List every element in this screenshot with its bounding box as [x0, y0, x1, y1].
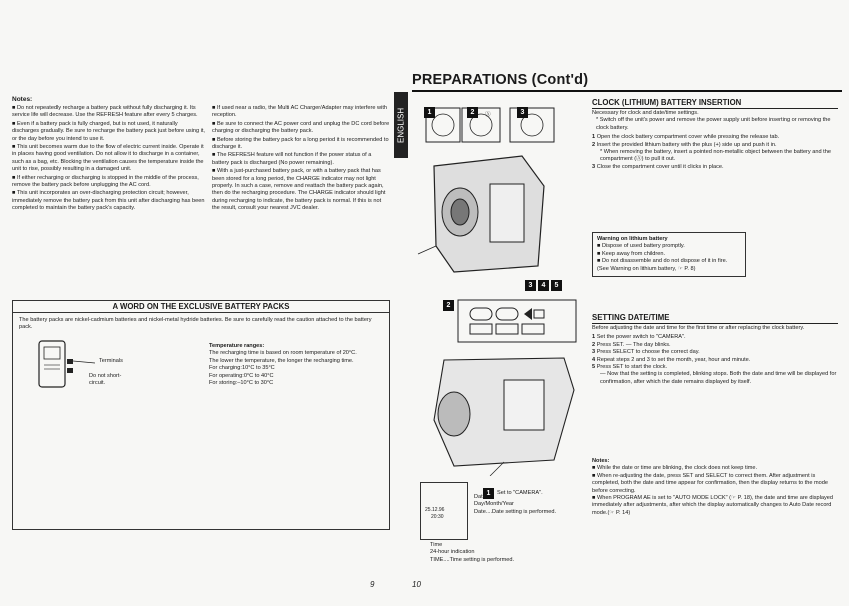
- note-item: ■ This unit incorporates an over-discharging protection circuit; however, immediately remove the battery pack from this unit after discharging has been completed to maintain the battery pack's capacity.: [12, 190, 205, 212]
- time-legend: Time 24-hour indication TIME....Time setting is performed.: [430, 542, 515, 563]
- note-item: ■ Even if a battery pack is fully charged, but is not used, it naturally discharges gradually. Be sure to recharge the battery pack just before using it, or the day before you intend to use it.: [12, 120, 205, 142]
- language-tab: ENGLISH: [394, 92, 408, 158]
- date-step-row: 5 Press SET to start the clock.: [592, 364, 668, 371]
- note-item: ■ Before storing the battery pack for a long period it is recommended to discharge it.: [212, 136, 389, 151]
- warning-line: ■ Do not disassemble and do not dispose of it in fire.: [597, 258, 728, 265]
- note-item: ■ The REFRESH feature will not function if the power status of a battery pack is discharged (No power remaining).: [212, 152, 372, 166]
- clock-step-row: 1 Open the clock battery compartment cover while pressing the release tab.: [592, 134, 780, 141]
- step-label-2: 2: [467, 107, 478, 118]
- temperature-ranges: Temperature ranges: The recharging time is based on room temperature of 20°C. The lower the temperature, the longer the recharging time. For charging:10°C to 35°C For operating:0°C to 40°C For storing:–10°C to 30°C: [209, 343, 357, 387]
- clock-step-row: * When removing the battery, insert a pointed non-metallic object between the battery and the compartment (Ⓐ) to pull it out.: [600, 149, 831, 163]
- date-time-title: SETTING DATE/TIME: [592, 313, 670, 322]
- clock-battery-title: CLOCK (LITHIUM) BATTERY INSERTION: [592, 98, 742, 107]
- date-step-row: 4 Repeat steps 2 and 3 to set the month, year, hour and minute.: [592, 356, 751, 363]
- battery-packs-box: [12, 300, 390, 530]
- battery-box-intro: The battery packs are nickel-cadmium batteries and nickel-metal hydride batteries. Be sure to carefully read the caution attached to the battery pack.: [19, 317, 372, 331]
- date-step-row: 3 Press SELECT to choose the correct day.: [592, 349, 700, 356]
- notes-heading: Notes:: [12, 96, 33, 103]
- clock-step-row: 3 Close the compartment cover until it clicks in place.: [592, 163, 724, 170]
- set-camera-label: Set to "CAMERA".: [497, 490, 543, 496]
- date-note-item: ■ While the date or time are blinking, the clock does not keep time.: [592, 465, 758, 472]
- date-step-row: 2 Press SET. — The day blinks.: [592, 341, 671, 348]
- date-time-notes: Notes: ■ While the date or time are blinking, the clock does not keep time. ■ When re-adjusting the date, press SET and SELECT to correct them. After adjustment is completed, both the date and time appear for confirmation, then the display returns to the mode before correcting. ■ When PROGRAM AE is set to "AUTO MODE LOCK" (☞ P. 18), the date and time are displayed immediately after adjustments, after which the display automatically changes to Auto Date record mode.(☞ P. 14): [592, 458, 838, 517]
- power-switch-step: 1: [483, 488, 494, 499]
- camcorder-illustration: [414, 96, 574, 294]
- battery-box-heading: A WORD ON THE EXCLUSIVE BATTERY PACKS: [13, 301, 389, 313]
- note-item: ■ This unit becomes warm due to the flow of electric current inside. Operate it in places having good ventilation. Do not allow it to discharge in a container, such as a bag, etc. Blocking the ventilation causes the temperature inside the unit to rise, possibly resulting in a damaged unit.: [12, 144, 204, 173]
- date-step-row: 1 Set the power switch to "CAMERA".: [592, 334, 686, 341]
- display-frame: [420, 482, 468, 540]
- clock-battery-body: Necessary for clock and date/time settings. * Switch off the unit's power and remove the power supply unit before inserting or removing the clock battery. 1 Open the clock battery compartment cover while pressing the release tab. 2 Insert the provided lithium battery with the plus (+) side up and push it in. * When removing the battery, insert a pointed non-metallic object between the battery and the compartment (Ⓐ) to pull it out. 3 Close the compartment cover until it clicks in place.: [592, 110, 838, 171]
- note-item: ■ Do not repeatedly recharge a battery pack without fully discharging it. Its service life will decrease. Use the REFRESH feature after every 5 charges.: [12, 105, 198, 119]
- note-item: ■ If either recharging or discharging is stopped in the middle of the process, remove the battery pack before unplugging the AC cord.: [12, 174, 199, 189]
- page-number-right: 10: [412, 580, 421, 589]
- notes-right-column: [212, 105, 390, 214]
- buttons-label-2: 2: [443, 300, 454, 311]
- page-number-left: 9: [370, 580, 375, 589]
- date-legend: Date Day/Month/Year Date....Date setting is performed.: [474, 494, 557, 515]
- control-buttons-illustration: [452, 296, 582, 348]
- lithium-warning-box: Warning on lithium battery ■ Dispose of used battery promptly. ■ Keep away from children. ■ Do not disassemble and do not dispose of it in fire. (See Warning on lithium battery, ☞ P. 8): [592, 232, 746, 277]
- buttons-label-4: 4: [538, 280, 549, 291]
- title-rule: [412, 90, 842, 92]
- date-note-item: ■ When re-adjusting the date, press SET and SELECT to correct them. After adjustment is completed, both the date and time appear for confirmation, then the display returns to the mode before correcting.: [592, 472, 829, 494]
- step-label-3: 3: [517, 107, 528, 118]
- date-time-body: Before adjusting the date and time for the first time or after replacing the clock battery. 1 Set the power switch to "CAMERA". 2 Press SET. — The day blinks. 3 Press SELECT to choose the correct day. 4 Repeat steps 2 and 3 to set the month, year, hour and minute. 5 Press SET to start the clock. — Now that the setting is completed, blinking stops. Both the date and time will be displayed for confirmation, after which the date remains displayed by itself.: [592, 325, 837, 385]
- clock-step-row: 2 Insert the provided lithium battery with the plus (+) side up and push it in.: [592, 141, 777, 148]
- notes-left-column: [12, 105, 206, 214]
- battery-pack-illustration: [33, 337, 103, 399]
- buttons-label-3: 3: [525, 280, 536, 291]
- note-item: ■ If used near a radio, the Multi AC Charger/Adapter may interfere with reception.: [212, 105, 388, 119]
- date-time-rule: [592, 323, 838, 324]
- date-note-item: ■ When PROGRAM AE is set to "AUTO MODE LOCK" (☞ P. 18), the date and time are displayed immediately after adjustments, after which the display automatically changes to Auto Date record mode.(☞ P. 14): [592, 495, 833, 516]
- display-date: 25.12.96: [425, 507, 445, 513]
- warning-line: ■ Keep away from children.: [597, 250, 666, 257]
- clock-battery-rule: [592, 108, 838, 109]
- no-short-label: Do not short-circuit.: [89, 373, 122, 387]
- terminals-label: Terminals: [99, 358, 123, 364]
- buttons-label-5: 5: [551, 280, 562, 291]
- note-item: ■ With a just-purchased battery pack, or with a battery pack that has been stored for a long period, the CHARGE indicator may not light properly. In such a case, remove and reattach the battery pack again, then do the recharging procedure. The CHARGE indicator should light during recharging to indicate, the battery pack is normal. If this is not the result, consult your nearest JVC dealer.: [212, 168, 386, 212]
- note-item: ■ Be sure to connect the AC power cord and unplug the DC cord before charging or discharging the battery pack.: [212, 120, 390, 135]
- label-a: Ⓐ: [485, 112, 491, 118]
- date-step-row: — Now that the setting is completed, blinking stops. Both the date and time will be displayed for confirmation, after which the date remains displayed by itself.: [600, 371, 837, 385]
- step-label-1: 1: [424, 107, 435, 118]
- power-switch-illustration: [414, 350, 586, 476]
- warning-line: ■ Dispose of used battery promptly.: [597, 243, 685, 250]
- display-time: 20:30: [431, 514, 444, 520]
- page-title: PREPARATIONS (Cont'd): [412, 72, 589, 88]
